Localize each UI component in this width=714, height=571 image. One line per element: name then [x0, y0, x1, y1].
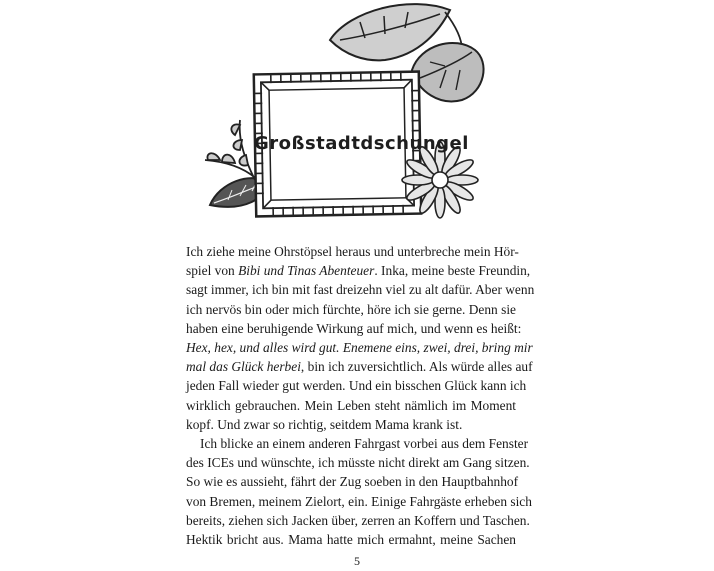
text-run: bereits, ziehen sich Jacken über, zerren an Koffern und Taschen.: [186, 512, 530, 528]
text-line: [186, 434, 529, 453]
text-run: sagt immer, ich bin mit fast dreizehn viel zu alt dafür. Aber wenn: [186, 282, 535, 298]
text-line: [186, 338, 533, 357]
text-run: ich nervös bin oder mich fürchte, höre ich sie gerne. Denn sie: [186, 301, 516, 317]
text-line: [186, 396, 516, 415]
text-line: [186, 511, 530, 530]
text-run: jeden Fall wieder gut werden. Und ein bisschen Glück kann ich: [186, 378, 527, 394]
text-line: [186, 280, 535, 299]
body-text: [186, 242, 535, 549]
text-run: Hektik bricht aus. Mama hatte mich ermahnt, meine Sachen: [186, 532, 516, 548]
chapter-header-illustration: [0, 0, 714, 230]
text-line: [186, 242, 519, 261]
text-line: [186, 530, 516, 549]
text-run: spiel von: [186, 263, 239, 279]
italic-run: mal das Glück herbei: [186, 359, 301, 375]
italic-run: Bibi und Tinas Abenteuer: [238, 263, 375, 279]
text-run: Ich ziehe meine Ohrstöpsel heraus und unterbreche mein Hör-: [186, 244, 519, 259]
text-line: [186, 415, 516, 434]
text-line: [186, 492, 532, 511]
text-run: , bin ich zuversichtlich. Als würde alles auf: [300, 359, 533, 375]
text-run: des ICEs und wünschte, ich müsste nicht direkt am Gang sitzen.: [186, 455, 530, 471]
text-run: haben eine beruhigende Wirkung auf mich, und wenn es heißt:: [186, 320, 522, 336]
text-run: . Inka, meine beste Freundin,: [374, 263, 531, 279]
page-number: 5: [354, 554, 360, 568]
text-run: So wie es aussieht, fährt der Zug soeben in den Hauptbahnhof: [186, 474, 519, 490]
text-line: [186, 300, 516, 319]
text-line: [186, 319, 522, 338]
chapter-title: Großstadtdschungel: [254, 133, 469, 154]
text-run: kopf. Und zwar so richtig, seitdem Mama krank ist.: [186, 416, 463, 432]
text-line: [186, 453, 530, 472]
monstera-leaf-right-icon: [412, 43, 484, 101]
text-run: wirklich gebrauchen. Mein Leben steht nämlich im Moment: [186, 397, 516, 413]
italic-run: Hex, hex, und alles wird gut. Enemene eins, zwei, drei, bring mir: [186, 340, 533, 356]
text-run: Ich blicke an einem anderen Fahrgast vorbei aus dem Fenster: [200, 436, 529, 452]
text-line: [186, 261, 531, 280]
text-run: von Bremen, meinem Zielort, ein. Einige Fahrgäste erheben sich: [186, 493, 532, 509]
text-line: [186, 472, 519, 491]
text-line: [186, 357, 533, 376]
text-line: [186, 376, 527, 395]
